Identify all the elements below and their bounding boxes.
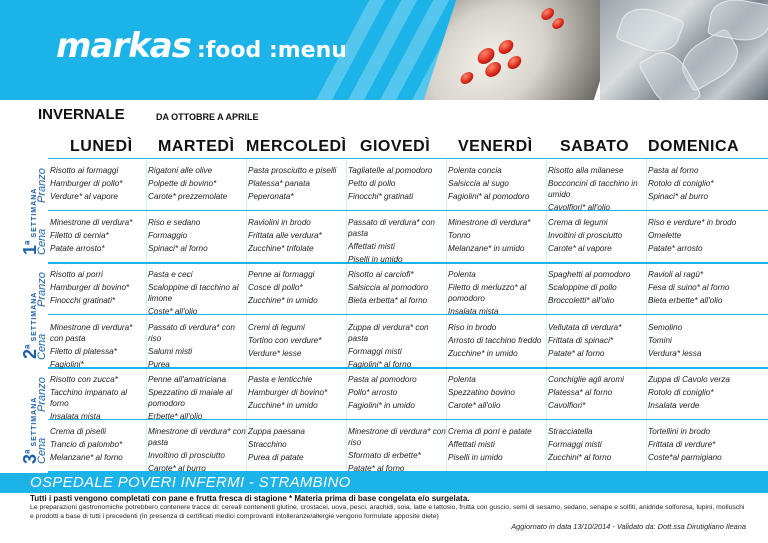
column-separator bbox=[546, 159, 547, 472]
dish-item: Insalata mista bbox=[448, 307, 499, 316]
dish-item: Zucchine* in umido bbox=[248, 296, 318, 305]
logo-food-menu-text: :food :menu bbox=[196, 38, 347, 63]
menu-cell bbox=[50, 426, 146, 465]
dish-item: Fagiolini* al pomodoro bbox=[448, 192, 530, 201]
dish-item: Piselli in umido bbox=[348, 255, 403, 264]
dish-item: Pollo* arrosto bbox=[348, 388, 398, 397]
week-ordinal: a bbox=[22, 344, 32, 349]
dish-item: Salsiccia al pomodoro bbox=[348, 283, 429, 292]
dish-item: Spinaci* al forno bbox=[148, 244, 208, 253]
meal-label-pranzo: Pranzo bbox=[36, 168, 48, 203]
day-header-thursday: GIOVEDÌ bbox=[360, 138, 431, 155]
dish-item: Polenta bbox=[448, 270, 476, 279]
dish-item: Risotto alla milanese bbox=[548, 166, 624, 175]
dish-item: Minestrone di verdura* con riso bbox=[348, 427, 446, 447]
day-header-wednesday: MERCOLEDÌ bbox=[246, 138, 347, 155]
dish-item: Zucchine* in umido bbox=[448, 349, 518, 358]
day-header-monday: LUNEDÌ bbox=[70, 138, 133, 155]
dish-item: Frittata alle verdura* bbox=[248, 231, 322, 240]
dish-item: Hamburger di pollo* bbox=[50, 179, 123, 188]
week-word: SETTIMANA bbox=[31, 396, 38, 447]
dish-item: Rigatoni alle olive bbox=[148, 166, 213, 175]
validation-note: Aggiornato in data 13/10/2014 - Validato da: Dott.ssa Dirutigliano Ileana bbox=[511, 522, 746, 531]
dish-item: Fagiolini* bbox=[50, 360, 84, 369]
menu-cell bbox=[648, 217, 766, 256]
dish-item: Minestrone di verdura* con pasta bbox=[50, 323, 133, 343]
dish-item: Insalata verde bbox=[648, 401, 700, 410]
markas-logo bbox=[56, 26, 347, 66]
dish-item: Rotolo di coniglio* bbox=[648, 179, 714, 188]
logo-markas-text: markas bbox=[56, 26, 191, 66]
dish-item: Penne all'amatriciana bbox=[148, 375, 227, 384]
menu-cell bbox=[348, 426, 446, 476]
dish-item: Melanzane* al forno bbox=[50, 453, 123, 462]
dish-item: Hamburger di bovino* bbox=[248, 388, 328, 397]
dish-item: Arrosto di tacchino freddo bbox=[448, 336, 542, 345]
dish-item: Stracciatella bbox=[548, 427, 593, 436]
allergen-note: Le preparazioni gastronomiche potrebbero contenere tracce di: cereali contenenti glutine, crostacei, uova, pesci, arachidi, soia, latte e lattosio, frutta con guscio, semi di sesamo, sedano, senape e solfiti, anidride solforosa, lupini, molluschi e prodotti a base di tutti i precedenti (In presenza di certificati medici comprovanti intolleranze/allergie vengono formulate apposite diete) bbox=[30, 504, 745, 520]
dish-item: Patate arrosto* bbox=[50, 244, 105, 253]
menu-cell bbox=[448, 217, 546, 256]
day-header-sunday: DOMENICA bbox=[648, 138, 740, 155]
menu-cell bbox=[548, 269, 646, 308]
dish-item: Crema di piselli bbox=[50, 427, 106, 436]
dish-item: Bieta erbette* all'olio bbox=[648, 296, 723, 305]
meal-label-cena: Cena bbox=[36, 228, 48, 255]
dish-item: Cavolfiori* bbox=[548, 401, 586, 410]
dish-item: Zuppa paesana bbox=[248, 427, 305, 436]
dish-item: Tonno bbox=[448, 231, 471, 240]
dish-item: Verdure* lesse bbox=[248, 349, 302, 358]
menu-cell bbox=[448, 269, 546, 319]
menu-cell bbox=[548, 165, 646, 215]
dish-item: Carote* all'olio bbox=[448, 401, 501, 410]
dish-item: Platessa* panata bbox=[248, 179, 310, 188]
week-number: 2 bbox=[20, 348, 40, 359]
dish-item: Spezzatino di maiale al pomodoro bbox=[148, 388, 233, 408]
dish-item: Semolino bbox=[648, 323, 683, 332]
menu-cell bbox=[50, 269, 146, 308]
footer-note: Tutti i pasti vengono completati con pane e frutta fresca di stagione * Materia prima di base congelata e/o surgelata. bbox=[30, 494, 470, 503]
dish-item: Hamburger di bovino* bbox=[50, 283, 130, 292]
dish-item: Patate* al forno bbox=[548, 349, 605, 358]
dish-item: Zucchine* in umido bbox=[248, 401, 318, 410]
meal-label-cena: Cena bbox=[36, 437, 48, 464]
dish-item: Risotto ai formaggi bbox=[50, 166, 119, 175]
dish-item: Involtino di prosciutto bbox=[148, 451, 225, 460]
menu-cell bbox=[148, 374, 246, 424]
menu-cell bbox=[50, 217, 146, 256]
dish-item: Coste* all'olio bbox=[148, 307, 198, 316]
menu-cell bbox=[248, 426, 346, 465]
menu-cell bbox=[248, 217, 346, 256]
dish-item: Pasta prosciutto e piselli bbox=[248, 166, 337, 175]
dish-item: Purea di patate bbox=[248, 453, 304, 462]
menu-cell bbox=[448, 165, 546, 204]
dish-item: Pasta e lenticchie bbox=[248, 375, 313, 384]
column-separator bbox=[446, 159, 447, 472]
dish-item: Zuppa di verdura* con pasta bbox=[348, 323, 429, 343]
menu-cell bbox=[148, 269, 246, 319]
dish-item: Pasta al forno bbox=[648, 166, 699, 175]
dish-item: Spezzatino bovino bbox=[448, 388, 515, 397]
menu-cell bbox=[50, 374, 146, 424]
meal-label-pranzo: Pranzo bbox=[36, 272, 48, 307]
dish-item: Risotto ai carciofi* bbox=[348, 270, 414, 279]
menu-cell bbox=[548, 217, 646, 256]
grid-top-line bbox=[48, 158, 768, 159]
dish-item: Scaloppine di tacchino al limone bbox=[148, 283, 239, 303]
dish-item: Finocchi* gratinati bbox=[348, 192, 414, 201]
dish-item: Erbette* all'olio bbox=[148, 412, 203, 421]
menu-cell bbox=[348, 322, 446, 372]
menu-cell bbox=[648, 426, 766, 465]
menu-cell bbox=[148, 426, 246, 476]
meal-label-pranzo: Pranzo bbox=[36, 377, 48, 412]
dish-item: Tacchino impanato al forno bbox=[50, 388, 128, 408]
hospital-name: OSPEDALE POVERI INFERMI - STRAMBINO bbox=[30, 474, 351, 491]
dish-item: Tortino con verdure* bbox=[248, 336, 322, 345]
dish-item: Fesa di suino* al forno bbox=[648, 283, 730, 292]
dish-item: Passato di verdura* con pasta bbox=[348, 218, 435, 238]
dish-item: Raviolini in brodo bbox=[248, 218, 311, 227]
menu-cell bbox=[348, 269, 446, 308]
season-title: INVERNALE bbox=[38, 106, 125, 123]
menu-cell bbox=[50, 165, 146, 204]
dish-item: Patate* al forno bbox=[348, 464, 405, 473]
dish-item: Vellutata di verdura* bbox=[548, 323, 622, 332]
dish-item: Ravioli al ragù* bbox=[648, 270, 704, 279]
dish-item: Patate* arrosto bbox=[648, 244, 703, 253]
week-ordinal: a bbox=[22, 240, 32, 245]
dish-item: Platessa* al forno bbox=[548, 388, 613, 397]
dish-item: Tagliatelle al pomodoro bbox=[348, 166, 433, 175]
week-word: SETTIMANA bbox=[31, 291, 38, 342]
dish-item: Risotto ai porri bbox=[50, 270, 103, 279]
dish-item: Cosce di pollo* bbox=[248, 283, 303, 292]
column-separator bbox=[246, 159, 247, 472]
dish-item: Melanzane* in umido bbox=[448, 244, 525, 253]
dish-item: Sformato di erbette* bbox=[348, 451, 421, 460]
menu-cell bbox=[548, 374, 646, 413]
season-subtitle: DA OTTOBRE A APRILE bbox=[156, 112, 259, 122]
dish-item: Omelette bbox=[648, 231, 682, 240]
dish-item: Insalata mista bbox=[50, 412, 101, 421]
dish-item: Affettati misti bbox=[448, 440, 495, 449]
menu-cell bbox=[348, 217, 446, 267]
menu-cell bbox=[648, 165, 766, 204]
dish-item: Pasta e ceci bbox=[148, 270, 193, 279]
dish-item: Verdura* lessa bbox=[648, 349, 702, 358]
dish-item: Fagiolini* in umido bbox=[348, 401, 415, 410]
meal-label-cena: Cena bbox=[36, 333, 48, 360]
dish-item: Passato di verdura* con riso bbox=[148, 323, 235, 343]
dish-item: Broccoletti* all'olio bbox=[548, 296, 615, 305]
dish-item: Salumi misti bbox=[148, 347, 193, 356]
menu-cell bbox=[248, 269, 346, 308]
menu-cell bbox=[548, 426, 646, 465]
frosted-leaves-photo bbox=[600, 0, 768, 100]
dish-item: Involtini di prosciutto bbox=[548, 231, 623, 240]
dish-item: Riso e verdure* in brodo bbox=[648, 218, 737, 227]
menu-cell bbox=[548, 322, 646, 361]
dish-item: Tortellini in brodo bbox=[648, 427, 711, 436]
menu-cell bbox=[148, 322, 246, 372]
menu-cell bbox=[348, 374, 446, 413]
row-divider bbox=[48, 210, 768, 211]
menu-cell bbox=[448, 322, 546, 361]
dish-item: Trancio di palombo* bbox=[50, 440, 123, 449]
column-separator bbox=[346, 159, 347, 472]
menu-cell bbox=[348, 165, 446, 204]
dish-item: Spaghetti al pomodoro bbox=[548, 270, 631, 279]
dish-item: Formaggio bbox=[148, 231, 188, 240]
dish-item: Piselli in umido bbox=[448, 453, 503, 462]
dish-item: Zucchine* trifolate bbox=[248, 244, 314, 253]
dish-item: Riso e sedano bbox=[148, 218, 201, 227]
dish-item: Salsiccia al sugo bbox=[448, 179, 509, 188]
dish-item: Tomini bbox=[648, 336, 672, 345]
menu-cell bbox=[148, 217, 246, 256]
column-separator bbox=[146, 159, 147, 472]
dish-item: Minestrone di verdura* con pasta bbox=[148, 427, 246, 447]
dish-item: Carote* al vapore bbox=[548, 244, 612, 253]
day-header-tuesday: MARTEDÌ bbox=[158, 138, 235, 155]
dish-item: Filetto di cernia* bbox=[50, 231, 109, 240]
dish-item: Peperonata* bbox=[248, 192, 294, 201]
week-number: 1 bbox=[20, 244, 40, 255]
dish-item: Riso in brodo bbox=[448, 323, 497, 332]
dish-item: Spinaci* al burro bbox=[648, 192, 709, 201]
dish-item: Frittata di spinaci* bbox=[548, 336, 614, 345]
dish-item: Affettati misti bbox=[348, 242, 395, 251]
menu-cell bbox=[148, 165, 246, 204]
dish-item: Frittata di verdure* bbox=[648, 440, 716, 449]
column-separator bbox=[646, 159, 647, 472]
dish-item: Conchiglie agli aromi bbox=[548, 375, 624, 384]
menu-cell bbox=[448, 374, 546, 413]
day-header-saturday: SABATO bbox=[560, 138, 630, 155]
dish-item: Penne ai formaggi bbox=[248, 270, 315, 279]
dish-item: Petto di pollo bbox=[348, 179, 396, 188]
dish-item: Verdure* al vapore bbox=[50, 192, 118, 201]
berries-photo bbox=[424, 0, 626, 100]
dish-item: Scaloppine di pollo bbox=[548, 283, 617, 292]
header-banner bbox=[0, 0, 768, 100]
dish-item: Purea bbox=[148, 360, 170, 369]
dish-item: Cremi di legumi bbox=[248, 323, 305, 332]
menu-cell bbox=[648, 374, 766, 413]
dish-item: Crema di porri e patate bbox=[448, 427, 532, 436]
dish-item: Fagiolini* al forno bbox=[348, 360, 412, 369]
dish-item: Carote* al burro bbox=[148, 464, 206, 473]
dish-item: Carote* prezzemolate bbox=[148, 192, 228, 201]
dish-item: Formaggi misti bbox=[548, 440, 602, 449]
dish-item: Bocconcini di tacchino in umido bbox=[548, 179, 638, 199]
week-word: SETTIMANA bbox=[31, 187, 38, 238]
dish-item: Filetto di merluzzo* al pomodoro bbox=[448, 283, 527, 303]
dish-item: Finocchi gratinati* bbox=[50, 296, 116, 305]
dish-item: Polenta bbox=[448, 375, 476, 384]
dish-item: Polenta concia bbox=[448, 166, 502, 175]
menu-cell bbox=[648, 322, 766, 361]
dish-item: Rotolo di coniglio* bbox=[648, 388, 714, 397]
week-number: 3 bbox=[20, 453, 40, 464]
dish-item: Cavolfiori* all'olio bbox=[548, 203, 611, 212]
dish-item: Zucchini* al forno bbox=[548, 453, 612, 462]
dish-item: Zuppa di Cavolo verza bbox=[648, 375, 730, 384]
dish-item: Minestrone di verdura* bbox=[448, 218, 531, 227]
menu-cell bbox=[50, 322, 146, 372]
menu-cell bbox=[248, 165, 346, 204]
dish-item: Pasta al pomodoro bbox=[348, 375, 417, 384]
dish-item: Stracchino bbox=[248, 440, 287, 449]
dish-item: Formaggi misti bbox=[348, 347, 402, 356]
menu-cell bbox=[448, 426, 546, 465]
week-ordinal: a bbox=[22, 449, 32, 454]
menu-cell bbox=[248, 374, 346, 413]
dish-item: Minestrone di verdura* bbox=[50, 218, 133, 227]
dish-item: Polpette di bovino* bbox=[148, 179, 217, 188]
dish-item: Crema di legumi bbox=[548, 218, 608, 227]
menu-cell bbox=[648, 269, 766, 308]
dish-item: Filetto di platessa* bbox=[50, 347, 117, 356]
dish-item: Coste*al parmigiano bbox=[648, 453, 722, 462]
menu-cell bbox=[248, 322, 346, 361]
day-header-friday: VENERDÌ bbox=[458, 138, 533, 155]
dish-item: Bieta erbetta* al forno bbox=[348, 296, 428, 305]
dish-item: Risotto con zucca* bbox=[50, 375, 118, 384]
